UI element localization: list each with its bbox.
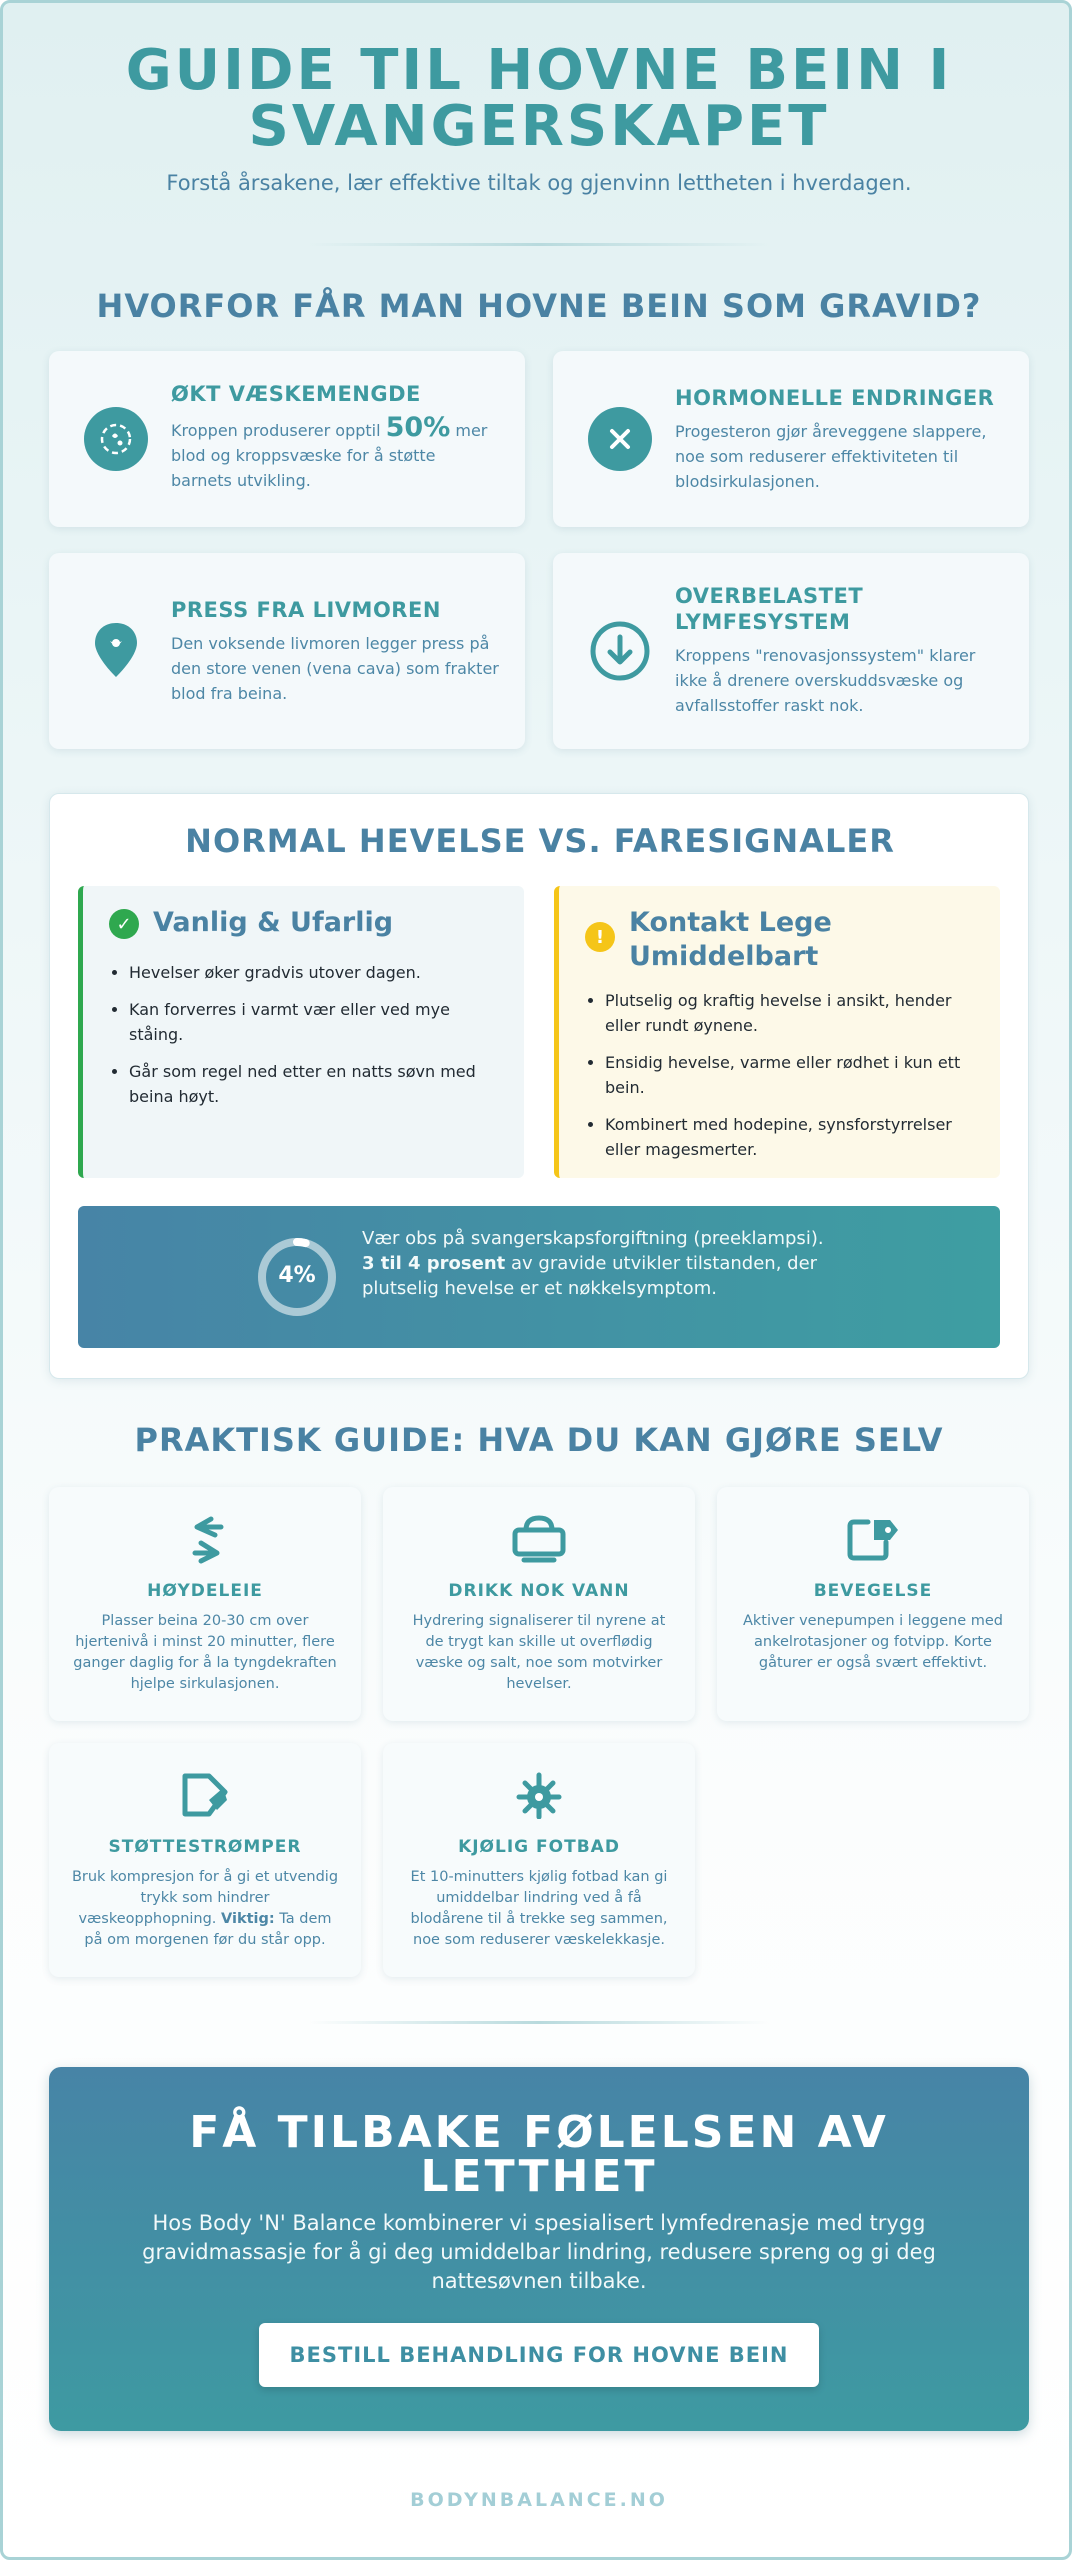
tip-text: Hydrering signaliserer til nyrene at de trygt kan skille ut overflødig væske og salt, noe som motvirker hevelser. — [412, 1613, 666, 1692]
comparison-title: NORMAL HEVELSE VS. FARESIGNALER — [185, 822, 895, 860]
page-title — [63, 38, 1015, 159]
basket-icon — [383, 1511, 695, 1567]
danger-title-line: Kontakt Lege — [629, 907, 832, 938]
normal-swelling-list — [109, 960, 500, 1109]
tip-title: DRIKK NOK VANN — [448, 1581, 630, 1601]
tip-title: HØYDELEIE — [147, 1581, 263, 1601]
warning-icon: ! — [585, 922, 615, 952]
cause-title — [675, 583, 1005, 635]
cause-title-line: OVERBELASTET — [675, 584, 864, 608]
arrow-down-circle-icon — [588, 619, 652, 683]
list-item: • Hevelser øker gradvis utover dagen. — [129, 960, 500, 985]
danger-signs-box — [554, 886, 1000, 1178]
tip-card-movement — [717, 1487, 1029, 1721]
tip-card-elevation — [49, 1487, 361, 1721]
cta-title-line: FÅ TILBAKE FØLELSEN AV — [189, 2107, 889, 2158]
cta-panel — [49, 2067, 1029, 2431]
tip-card-stockings — [49, 1743, 361, 1977]
divider — [309, 243, 769, 246]
preeclampsia-text — [362, 1226, 832, 1301]
cause-highlight: 50% — [385, 412, 451, 443]
footer-domain[interactable]: BODYNBALANCE.NO — [410, 2489, 668, 2511]
comparison-panel — [49, 793, 1029, 1379]
droplets-icon — [84, 407, 148, 471]
check-icon: ✓ — [109, 909, 139, 939]
cause-text-part: mer blod og kroppsvæske for å støtte barnets utvikling. — [171, 421, 488, 490]
tip-card-footbath — [383, 1743, 695, 1977]
cta-description: Hos Body 'N' Balance kombinerer vi spesialisert lymfedrenasje med trygg gravidmassasje for å gi deg umiddelbar lindring, redusere spreng og gi deg nattesøvnen tilbake. — [142, 2211, 936, 2293]
stat-text-part: Vær obs på svangerskapsforgiftning (preeklampsi). — [362, 1228, 824, 1249]
page-title-line2: SVANGERSKAPET — [248, 94, 830, 159]
tip-text-part: Bruk kompresjon for å gi et utvendig trykk som hindrer væskeopphopning. — [71, 1869, 339, 1927]
x-circle-icon — [588, 407, 652, 471]
cause-card-uterus — [49, 553, 525, 749]
map-pin-icon — [89, 619, 143, 683]
tip-text: Plasser beina 20-30 cm over hjertenivå i minst 20 minutter, flere ganger daglig for å la tyngdekraften hjelpe sirkulasjonen. — [73, 1613, 337, 1692]
tip-text: Aktiver venepumpen i leggene med ankelrotasjoner og fotvipp. Korte gåturer er også svært effektivt. — [742, 1613, 1004, 1671]
cause-text-part: Kroppen produserer opptil — [171, 421, 386, 440]
snowflake-icon — [383, 1767, 695, 1823]
tip-title: KJØLIG FOTBAD — [458, 1837, 620, 1857]
tip-text: Et 10-minutters kjølig fotbad kan gi umiddelbar lindring ved å få blodårene til å trekke seg sammen, noe som reduserer væskelekkasje. — [410, 1869, 668, 1948]
danger-signs-header — [585, 906, 976, 974]
page-subtitle: Forstå årsakene, lær effektive tiltak og gjenvinn lettheten i hverdagen. — [166, 171, 912, 195]
cause-text: Kroppens "renovasjonssystem" klarer ikke å drenere overskuddsvæske og avfallsstoffer raskt nok. — [675, 646, 976, 715]
tag-icon — [49, 1767, 361, 1823]
cause-content-fluid — [171, 381, 501, 493]
tip-text — [49, 1867, 361, 1951]
tip-title: STØTTESTRØMPER — [108, 1837, 302, 1857]
cause-content-lymph — [675, 583, 1005, 718]
normal-swelling-box — [78, 886, 524, 1178]
list-item: • Ensidig hevelse, varme eller rødhet i kun ett bein. — [605, 1050, 976, 1100]
tip-title: BEVEGELSE — [813, 1581, 933, 1601]
divider — [309, 2021, 769, 2024]
cause-title: HORMONELLE ENDRINGER — [675, 386, 995, 410]
cause-card-hormones — [553, 351, 1029, 527]
cause-text: Den voksende livmoren legger press på den store venen (vena cava) som frakter blod fra beina. — [171, 634, 499, 703]
stat-text-part: av gravide utvikler tilstanden, der plutselig hevelse er et nøkkelsymptom. — [362, 1253, 818, 1299]
cause-text — [171, 412, 501, 493]
cause-text: Progesteron gjør åreveggene slappere, noe som reduserer effektiviteten til blodsirkulasjonen. — [675, 422, 987, 491]
danger-signs-list — [585, 988, 976, 1162]
normal-swelling-header — [109, 906, 500, 940]
normal-swelling-title: Vanlig & Ufarlig — [153, 907, 394, 938]
tip-text-bold: Viktig: — [221, 1911, 275, 1927]
percentage-ring — [256, 1236, 338, 1318]
list-item: • Plutselig og kraftig hevelse i ansikt, hender eller rundt øynene. — [605, 988, 976, 1038]
cause-card-lymph — [553, 553, 1029, 749]
danger-title-line: Umiddelbart — [629, 941, 819, 972]
tip-card-water — [383, 1487, 695, 1721]
cause-title: PRESS FRA LIVMOREN — [171, 598, 441, 622]
cause-content-hormones — [675, 385, 1005, 494]
list-item: • Går som regel ned etter en natts søvn med beina høyt. — [129, 1059, 500, 1109]
cta-title — [49, 2107, 1029, 2202]
stat-text-bold: 3 til 4 prosent — [362, 1253, 506, 1274]
causes-title: HVORFOR FÅR MAN HOVNE BEIN SOM GRAVID? — [96, 287, 982, 325]
cause-title: ØKT VÆSKEMENGDE — [171, 382, 421, 406]
cause-card-fluid — [49, 351, 525, 527]
cause-title-line: LYMFESYSTEM — [675, 610, 851, 634]
page-title-line1: GUIDE TIL HOVNE BEIN I — [125, 38, 953, 103]
guide-title: PRAKTISK GUIDE: HVA DU KAN GJØRE SELV — [134, 1421, 944, 1459]
tip-text-part: Ta dem på om morgenen før du står opp. — [84, 1911, 332, 1948]
swap-arrows-icon — [49, 1511, 361, 1567]
percentage-value: 4% — [278, 1263, 316, 1288]
cause-content-uterus — [171, 597, 501, 706]
book-treatment-button[interactable]: BESTILL BEHANDLING FOR HOVNE BEIN — [259, 2323, 819, 2387]
cta-title-line: LETTHET — [420, 2151, 658, 2202]
danger-signs-title — [629, 906, 832, 974]
preeclampsia-stat-bar — [78, 1206, 1000, 1348]
list-item: • Kan forverres i varmt vær eller ved mye ståing. — [129, 997, 500, 1047]
list-item: • Kombinert med hodepine, synsforstyrrelser eller magesmerter. — [605, 1112, 976, 1162]
edit-tag-icon — [717, 1511, 1029, 1567]
